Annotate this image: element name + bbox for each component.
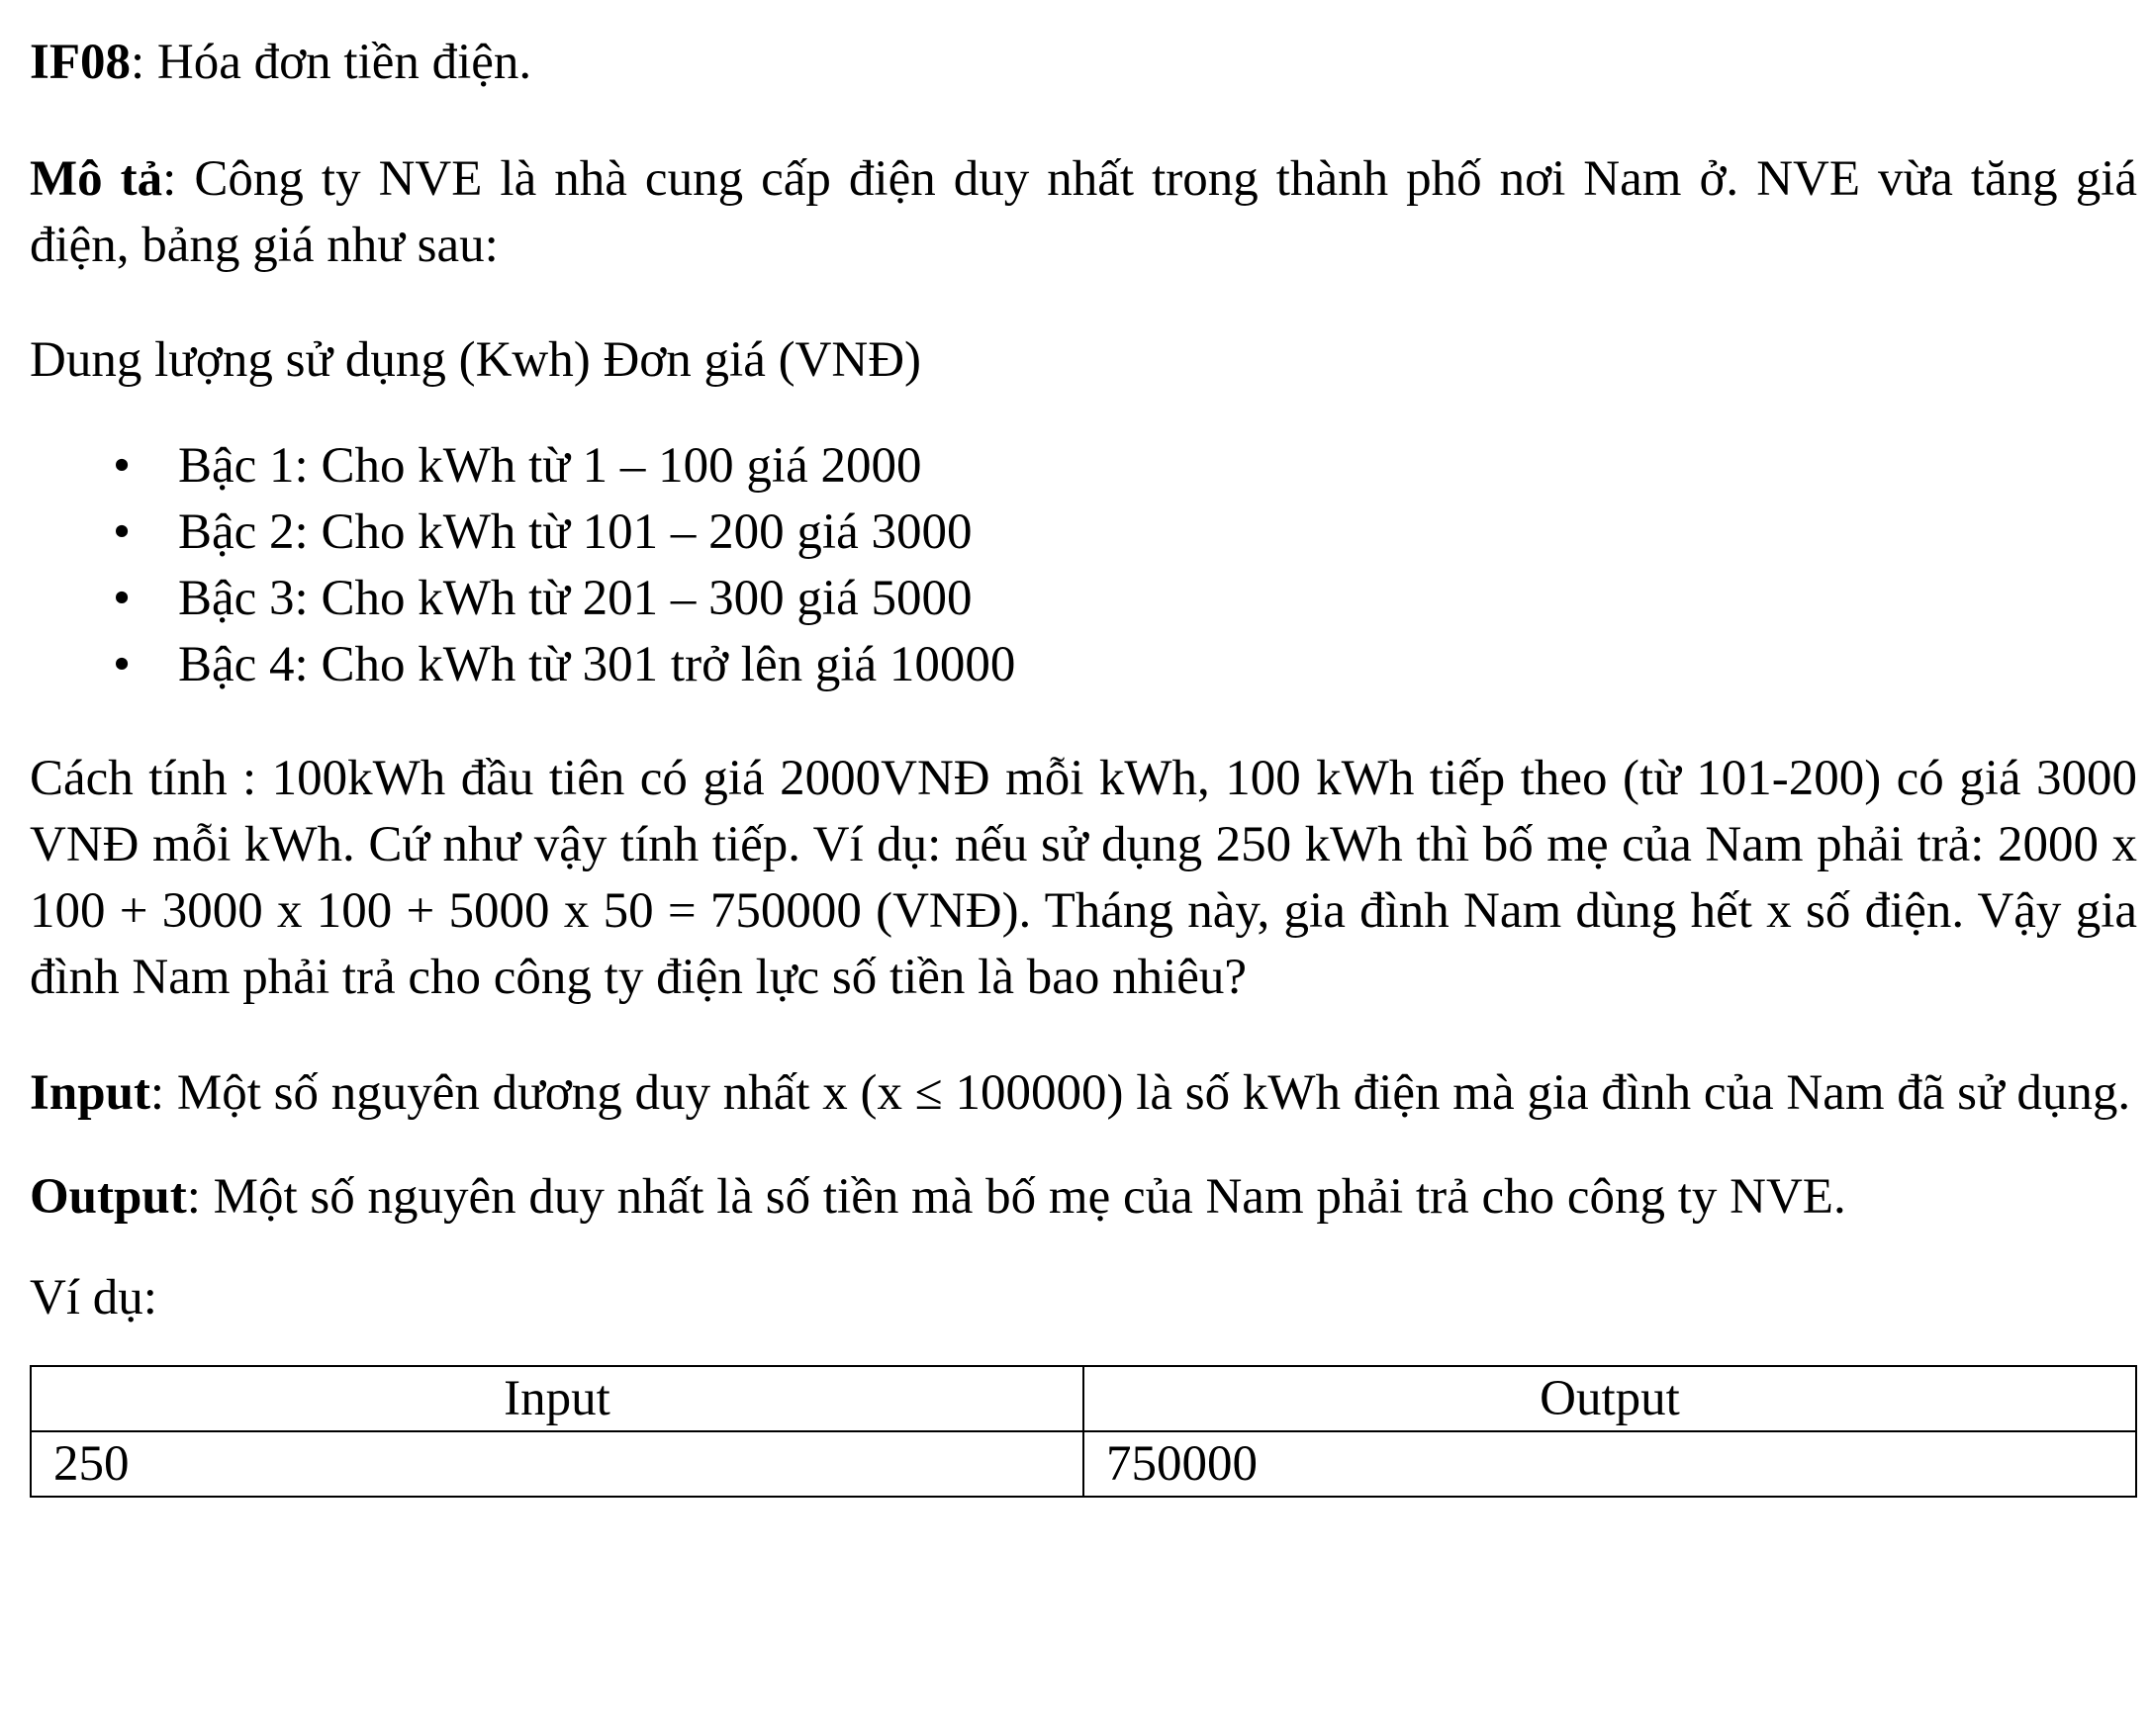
bullet-icon: • <box>113 571 131 626</box>
output-spec-label: Output <box>30 1169 187 1225</box>
problem-code: IF08 <box>30 35 131 90</box>
document-page <box>30 30 2137 1498</box>
example-header-input: Input <box>31 1366 1083 1431</box>
example-output-cell: 750000 <box>1083 1431 2136 1497</box>
example-input-cell: 250 <box>31 1431 1083 1497</box>
input-spec-paragraph <box>30 1060 2137 1127</box>
output-spec-text: : Một số nguyên duy nhất là số tiền mà bố mẹ của Nam phải trả cho công ty NVE. <box>186 1169 1846 1225</box>
pricing-tier-item <box>30 433 2137 500</box>
example-label: Ví dụ: <box>30 1270 157 1325</box>
example-table <box>30 1365 2137 1498</box>
pricing-header: Dung lượng sử dụng (Kwh) Đơn giá (VNĐ) <box>30 332 922 388</box>
output-spec-paragraph <box>30 1164 2137 1231</box>
example-header-output: Output <box>1083 1366 2136 1431</box>
input-spec-text: : Một số nguyên dương duy nhất x (x ≤ 100000) là số kWh điện mà gia đình của Nam đã sử dụng. <box>149 1065 2131 1121</box>
bullet-icon: • <box>113 504 131 560</box>
example-table-header-row <box>31 1366 2136 1431</box>
pricing-tier-text: Bậc 1: Cho kWh từ 1 – 100 giá 2000 <box>178 438 922 494</box>
calculation-paragraph: Cách tính : 100kWh đầu tiên có giá 2000VNĐ mỗi kWh, 100 kWh tiếp theo (từ 101-200) có giá 3000 VNĐ mỗi kWh. Cứ như vậy tính tiếp. Ví dụ: nếu sử dụng 250 kWh thì bố mẹ của Nam phải trả: 2000 x 100 + 3000 x 100 + 5000 x 50 = 750000 (VNĐ). Tháng này, gia đình Nam dùng hết x số điện. Vậy gia đình Nam phải trả cho công ty điện lực số tiền là bao nhiêu? <box>30 751 2137 1005</box>
pricing-tier-list <box>30 433 2137 698</box>
description-label: Mô tả <box>30 151 163 207</box>
pricing-tier-text: Bậc 2: Cho kWh từ 101 – 200 giá 3000 <box>178 504 973 560</box>
description-paragraph <box>30 146 2137 279</box>
pricing-tier-item <box>30 632 2137 698</box>
pricing-tier-item <box>30 566 2137 632</box>
description-text: : Công ty NVE là nhà cung cấp điện duy nhất trong thành phố nơi Nam ở. NVE vừa tăng giá điện, bảng giá như sau: <box>30 151 2137 273</box>
bullet-icon: • <box>113 637 131 692</box>
problem-title <box>30 30 2137 96</box>
problem-title-text: : Hóa đơn tiền điện. <box>131 35 532 90</box>
pricing-tier-text: Bậc 4: Cho kWh từ 301 trở lên giá 10000 <box>178 637 1016 692</box>
table-row <box>31 1431 2136 1497</box>
pricing-tier-text: Bậc 3: Cho kWh từ 201 – 300 giá 5000 <box>178 571 973 626</box>
bullet-icon: • <box>113 438 131 494</box>
input-spec-label: Input <box>30 1065 150 1121</box>
pricing-tier-item <box>30 500 2137 566</box>
